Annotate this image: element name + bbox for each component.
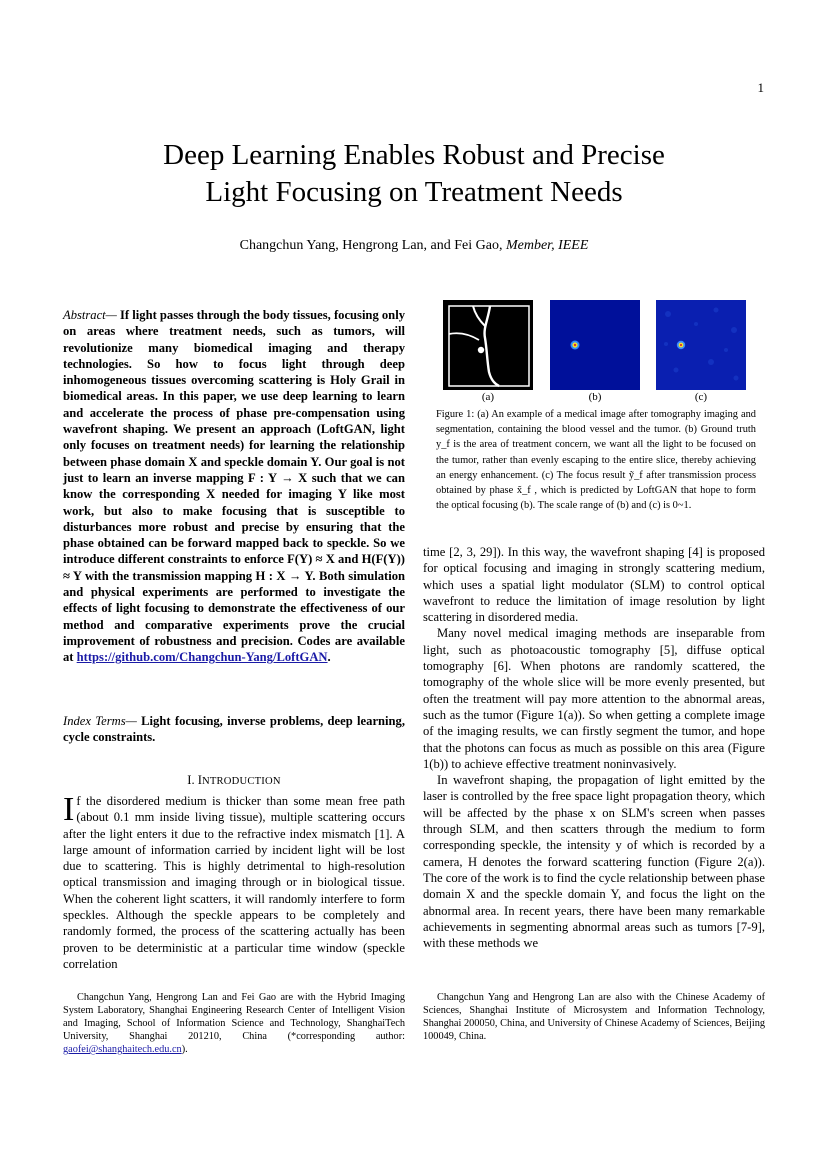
section-title-rest: NTRODUCTION — [201, 776, 281, 787]
author-names: Changchun Yang, Hengrong Lan, and Fei Gao, — [239, 238, 503, 253]
paper-title — [60, 137, 768, 211]
index-terms-label: Index Terms— — [63, 714, 137, 728]
figure-1 — [443, 300, 749, 390]
section-heading — [63, 773, 405, 788]
footnote-left-end: ). — [181, 1044, 188, 1055]
footnote-right-text: Changchun Yang and Hengrong Lan are also with the Chinese Academy of Sciences, Shanghai Institute of Microsystem and Information Technology, Shanghai 200050, China, and University of Chinese Academy of Sciences, Beijing 100049, China. — [423, 992, 765, 1042]
index-terms-body: Light focusing, inverse problems, deep learning, cycle constraints. — [63, 714, 405, 745]
abstract-body: If light passes through the body tissues, focusing only on areas where treatment needs, such as tumors, will revolutionize many biomedical imaging and therapy technologies. So how to focus light through deep inhomogeneous tissues overcoming scattering is Holy Grail in biomedical areas. In this paper, we use deep learning to learn and accelerate the process of phase pre-compensation using wavefront shaping. We present an approach (LoftGAN, light only focuses on treatment needs) for learning the relationship between phase domain X and speckle domain Y. Our goal is not just to learn an inverse mapping F : Y → X such that we can know the corresponding X needed for imaging Y like most work, but also to make focusing that is susceptible to disturbances more robust and precise by ensuring that the phase obtained can be forward mapped back to speckle. So we introduce different constraints to enforce F(Y) ≈ X and H(F(Y)) ≈ Y with the transmission mapping H : X → Y. Both simulation and physical experiments are performed to investigate the effects of light focusing to demonstrate the effectiveness of our method and comparative experiments prove the crucial improvement of robustness and precision. Codes are available at — [63, 308, 405, 665]
intro-paragraph — [63, 793, 405, 975]
figure-sublabel-a: (a) — [481, 391, 495, 403]
footnote-right — [423, 991, 765, 1043]
page-number: 1 — [757, 80, 764, 95]
title-line-1: Deep Learning Enables Robust and Precise — [163, 139, 665, 171]
author-email-link[interactable]: gaofei@shanghaitech.edu.cn — [63, 1044, 182, 1055]
footnote-left-text: Changchun Yang, Hengrong Lan and Fei Gao are with the Hybrid Imaging System Laboratory, Shanghai Engineering Research Center of Intelligent Vision and Imaging, School of Information Science and Technology, ShanghaiTech University, Shanghai 201210, China (*corresponding author: — [63, 992, 405, 1042]
body-paragraph-1: time [2, 3, 29]). In this way, the wavefront shaping [4] is proposed for optical focusing and imaging in strongly scattering medium, which uses a spatial light modulator (SLM) to control optical wavefront to reduce the limitation of image resolution by light scattering in disordered media. — [423, 545, 765, 625]
author-line — [60, 238, 768, 254]
author-membership: Member, IEEE — [505, 238, 589, 253]
figure-panel-b-ground-truth — [550, 300, 640, 390]
figure-sublabel-b: (b) — [588, 391, 602, 403]
section-initial: I — [197, 773, 202, 787]
figure-sublabel-c: (c) — [694, 391, 708, 403]
section-number: I. — [187, 773, 195, 787]
index-terms — [63, 713, 405, 746]
figure-caption: Figure 1: (a) An example of a medical image after tomography imaging and segmentation, containing the blood vessel and the tumor. (b) Ground truth y_f is the area of treatment concern, we want all the light to be focused on the tumor, rather than evenly escaping to the entire slice, thereby achieving an energy enhancement. (c) The focus result ỹ_f after transmission process obtained by phase x̃_f , which is predicted by LoftGAN that hope to form the optical focusing (b). The scale range of (b) and (c) is 0~1. — [436, 409, 756, 512]
right-column-body — [423, 544, 765, 976]
title-line-2: Light Focusing on Treatment Needs — [205, 176, 623, 208]
abstract-label: Abstract— — [63, 308, 117, 322]
drop-cap: I — [63, 793, 75, 828]
footnote-left — [63, 991, 405, 1056]
abstract-end: . — [327, 650, 331, 665]
abstract — [63, 307, 405, 666]
body-paragraph-2: Many novel medical imaging methods are inseparable from light, such as photoacoustic tomography [5], diffuse optical tomography [6]. When photons are randomly scattered, the tomography of the whole slice will be more evenly presented, but often the treatment will pay more attention to the abnormal areas, such as the tumor (Figure 1(a)). So when getting a complete image of the imaging results, we can firstly segment the tumor, and hope that the photons can focus as much as possible on this area (Figure 1(b)) to achieve effective treatment noninvasively. — [423, 626, 765, 771]
figure-panel-c-focus-result — [656, 300, 746, 390]
body-paragraph-3: In wavefront shaping, the propagation of light emitted by the laser is controlled by the free space light propagation theory, which will be affected by the phase x on SLM's screen when passes through SLM, and then scatters through the medium to form corresponding speckle, the intensity y of which is recorded by a camera, H denotes the forward scattering function (Figure 2(a)). The core of the work is to find the cycle relationship between phase domain X and the speckle domain Y, and focus the light on the abnormal area. In recent years, there have been many remarkable achievements in segmenting abnormal areas such as tumors [7-9], with these methods we — [423, 773, 765, 951]
figure-panel-a-segmentation — [443, 300, 533, 390]
intro-text: f the disordered medium is thicker than some mean free path (about 0.1 mm inside living tissue), multiple scattering occurs after the light enters it due to the refractive index mismatch [1]. A large amount of information carried by incident light will be lost due to scattering. This is highly detrimental to high-resolution optical transmission and imaging through or in biological tissue. When the coherent light scatters, it will randomly interfere to form speckles. Although the speckle appears to be completely and randomly formed, the process of the scattering actually has been proven to be deterministic at a particular time window (speckle correlation — [63, 794, 405, 971]
code-link[interactable]: https://github.com/Changchun-Yang/LoftGAN — [76, 650, 328, 665]
